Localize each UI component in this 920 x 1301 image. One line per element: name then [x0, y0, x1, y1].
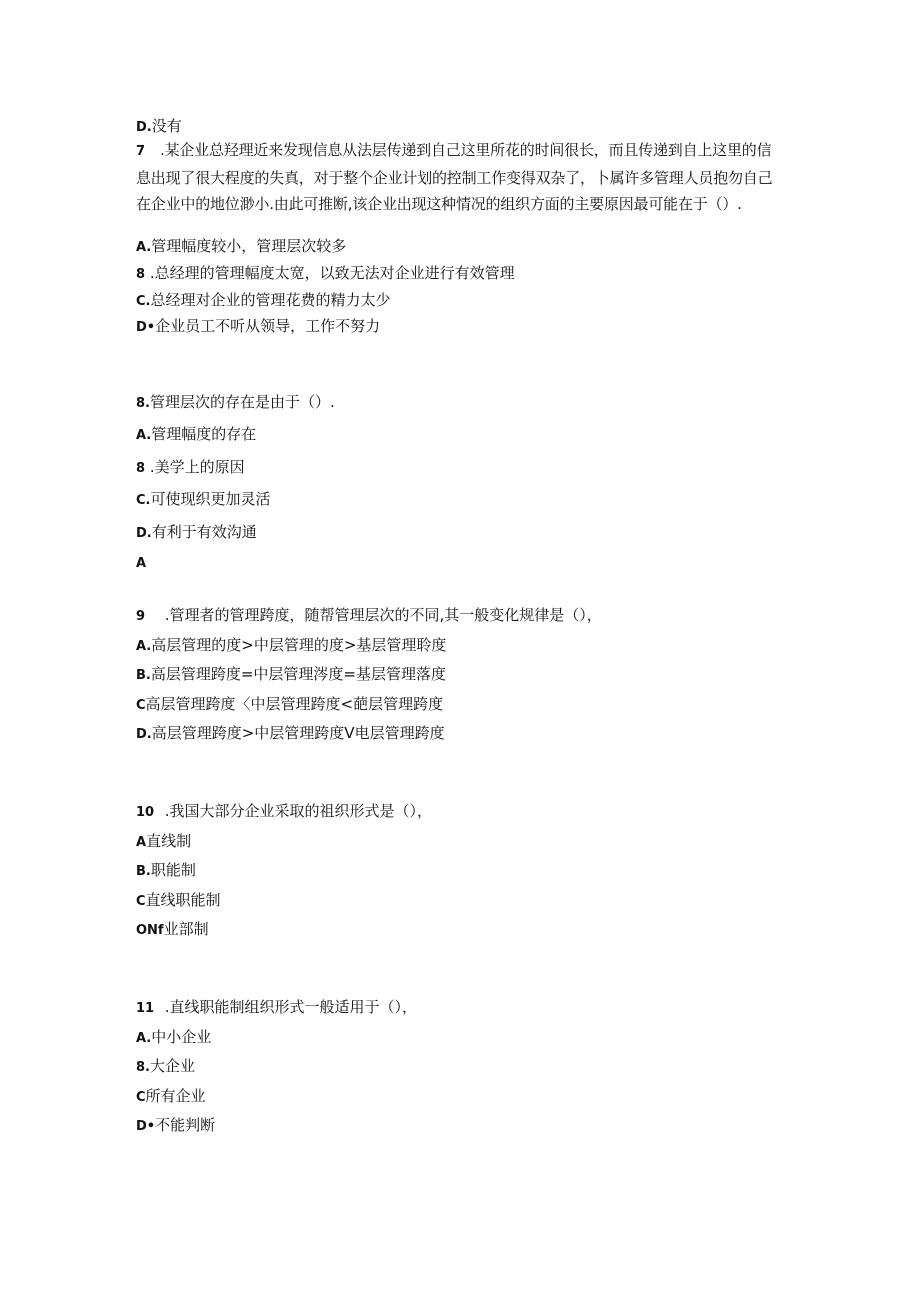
- q10-stem: 10 .我国大部分企业采取的祖织形式是（），: [136, 802, 433, 820]
- q7-option-d: D•企业员工不听从领导，工作不努力: [136, 317, 381, 335]
- q8-option-b: 8 .美学上的原因: [136, 458, 245, 476]
- q9-option-a: A.高层管理的度>中层管理的度>基层管理聆度: [136, 636, 447, 654]
- q9-stem: 9 .管理者的管理跨度，随帮管理层次的不同,其一般变化规律是（），: [136, 606, 602, 624]
- q7-stem: 7 .某企业总羟理近来发现信息从法层传递到自己这里所花的时间很长，而且传递到自上这里的信息出现了很大程度的失真，对于整个企业计划的控制工作变得双杂了，卜属许多管理人员抱勿自己在企业中的地位渺小.由此可推断,该企业出现这种情况的组织方面的主要原因最可能在于（）.: [136, 141, 773, 213]
- q8-stem: 8.管理层次的存在是由于（）.: [136, 393, 335, 411]
- q10-option-d: ONf业部制: [136, 920, 209, 938]
- q8-option-a: A.管理幅度的存在: [136, 425, 257, 443]
- q11-option-c: C所有企业: [136, 1087, 206, 1105]
- q7-option-b: 8 .总经理的管理幅度太宽，以致无法对企业进行有效管理: [136, 264, 515, 282]
- q11-option-b: 8.大企业: [136, 1057, 195, 1075]
- q10-option-c: C直线职能制: [136, 891, 221, 909]
- q9-option-c: C高层管理跨度〈中层管理跨度<葩层管理跨度: [136, 695, 444, 713]
- q10-option-a: A直线制: [136, 832, 192, 850]
- q8-answer: A: [136, 556, 147, 571]
- q8-option-d: D.有利于有效沟通: [136, 523, 257, 541]
- q9-option-d: D.高层管理跨度>中层管理跨度V电层管理跨度: [136, 724, 445, 742]
- q6-option-d: D.没有: [136, 117, 182, 135]
- q11-stem: 11 .直线职能制组织形式一般适用于（），: [136, 998, 418, 1016]
- q7-option-c: C.总经理对企业的管理花费的精力太少: [136, 291, 391, 309]
- q9-option-b: B.高层管理跨度=中层管理涔度=基层管理落度: [136, 665, 446, 683]
- q7-option-a: A.管理幅度较小，管理层次较多: [136, 237, 347, 255]
- q8-option-c: C.可使现织更加灵活: [136, 490, 271, 508]
- q11-option-a: A.中小企业: [136, 1028, 212, 1046]
- q11-option-d: D•不能判断: [136, 1116, 216, 1134]
- q10-option-b: B.职能制: [136, 861, 196, 879]
